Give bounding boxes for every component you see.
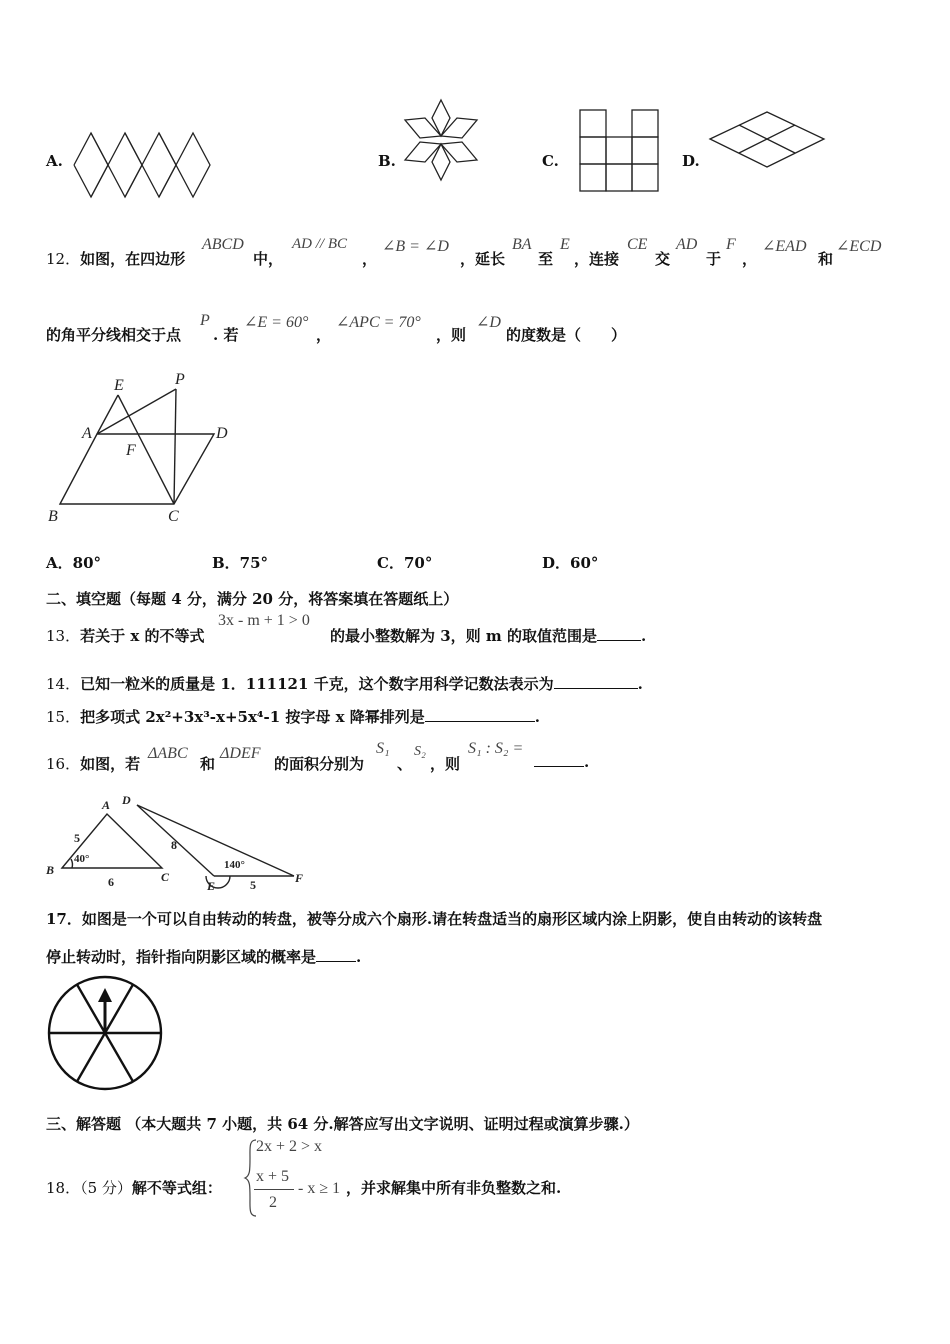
q12-text: 至: [538, 250, 554, 268]
q12-math-d: ∠D: [476, 314, 501, 331]
q12-fig-label-c: C: [168, 508, 179, 525]
q12-math-ba: BA: [512, 236, 532, 253]
q12-fig-label-f: F: [126, 442, 136, 459]
q13-line: 13．若关于 x 的不等式: [46, 627, 205, 645]
q12-fig-label-p: P: [175, 371, 185, 388]
spinner-pointer-arrow-icon: [98, 988, 112, 1002]
q16-line: 16．如图，若: [46, 755, 141, 773]
q12-text: 和: [818, 250, 834, 268]
option-c-figure: [578, 108, 660, 194]
q16-fig-side-bc: 6: [108, 875, 114, 889]
q18-eq1: 2x + 2 > x: [256, 1138, 323, 1155]
q12-math-f: F: [726, 236, 736, 253]
q17-line2: 停止转动时，指针指向阴影区域的概率是 .: [46, 948, 362, 966]
q16-fig-side-de: 8: [171, 838, 177, 852]
q12-figure: [44, 370, 244, 530]
q16-text: 、: [397, 755, 413, 773]
q12-text: ，连接: [574, 250, 620, 268]
q12-math-angles: ∠B = ∠D: [382, 238, 449, 255]
q12-text: ，延长: [460, 250, 506, 268]
q16-math-def: ΔDEF: [220, 745, 261, 762]
q16-blank-wrap: .: [534, 753, 589, 771]
option-a-label: A.: [46, 152, 63, 170]
q16-figure: [44, 792, 314, 892]
q17-line1: 17．如图是一个可以自由转动的转盘，被等分成六个扇形.请在转盘适当的扇形区域内涂上阴影，使自由转动的该转盘: [46, 910, 823, 928]
q12-fig-label-b: B: [48, 508, 58, 525]
q17-answer-blank[interactable]: [316, 961, 356, 962]
option-b-label: B.: [378, 152, 396, 170]
q12-math-e: E: [560, 236, 570, 253]
section-2-heading: 二、填空题（每题 4 分，满分 20 分，将答案填在答题纸上）: [46, 590, 459, 608]
q15-answer-blank[interactable]: [425, 721, 535, 722]
q18-frac-num: x + 5: [256, 1168, 290, 1185]
q12-line2-text: . 若: [213, 326, 239, 344]
q14-answer-blank[interactable]: [554, 688, 638, 689]
q12-line2-text: 的度数是（ ）: [506, 326, 627, 344]
q12-choice-d: D．60°: [542, 554, 599, 572]
q12-text: 交: [655, 250, 671, 268]
q13-math-inequality: 3x - m + 1 > 0: [218, 612, 310, 629]
q16-fig-label-a: A: [102, 798, 111, 812]
q12-math-p: P: [200, 312, 210, 329]
q16-fig-label-f: F: [295, 871, 304, 885]
q12-math-adbc: AD // BC: [292, 236, 347, 252]
q12-choice-a: A．80°: [46, 554, 102, 572]
section-3-heading: 三、解答题 （本大题共 7 小题，共 64 分.解答应写出文字说明、证明过程或演算步骤.）: [46, 1115, 639, 1133]
q12-line2-text: ，则: [436, 326, 467, 344]
q12-text: ，: [362, 250, 378, 268]
q18-frac-bar: [254, 1189, 294, 1190]
q15-line: 15．把多项式 2x²+3x³-x+5x⁴-1 按字母 x 降幂排列是 .: [46, 708, 540, 726]
q13-text: 的最小整数解为 3，则 m 的取值范围是 .: [330, 627, 647, 645]
q16-math-abc: ΔABC: [148, 745, 188, 762]
q16-fig-label-b: B: [46, 863, 55, 877]
option-a-figure: [74, 130, 214, 200]
q16-fig-angle-b: 40°: [74, 853, 90, 865]
q12-text: 于: [706, 250, 722, 268]
q12-line1: 12．如图，在四边形: [46, 250, 186, 268]
q16-fig-label-c: C: [161, 870, 170, 884]
q12-math-ecd: ∠ECD: [836, 238, 882, 255]
q14-line: 14．已知一粒米的质量是 1．111121 千克，这个数字用科学记数法表示为 .: [46, 675, 643, 693]
q12-fig-label-e: E: [114, 377, 124, 394]
q16-math-s2: S₂: [414, 744, 426, 759]
q16-fig-label-e: E: [207, 879, 216, 893]
option-c-label: C.: [542, 152, 559, 170]
q16-fig-side-ab: 5: [74, 831, 80, 845]
q16-answer-blank[interactable]: [534, 766, 584, 767]
q13-answer-blank[interactable]: [597, 640, 641, 641]
q12-fig-label-a: A: [82, 425, 92, 442]
q16-fig-side-ef: 5: [250, 878, 256, 892]
option-d-label: D.: [682, 152, 700, 170]
q16-fig-angle-e: 140°: [224, 859, 245, 871]
q17-spinner: [46, 974, 166, 1094]
q16-text: ，则: [430, 755, 461, 773]
q12-line2-text: 的角平分线相交于点: [46, 326, 182, 344]
q18-eq2-rest: - x ≥ 1: [298, 1180, 341, 1197]
q12-choice-c: C．70°: [377, 554, 433, 572]
q18-frac-den: 2: [269, 1194, 277, 1211]
q12-math-ead: ∠EAD: [762, 238, 807, 255]
q12-math-ce: CE: [627, 236, 648, 253]
q16-math-s1: S₁: [376, 740, 390, 757]
q16-text: 的面积分别为: [274, 755, 365, 773]
q12-choice-b: B．75°: [212, 554, 269, 572]
q12-math-ad: AD: [676, 236, 698, 253]
q16-fig-label-d: D: [122, 793, 131, 807]
q12-math-e60: ∠E = 60°: [244, 314, 309, 331]
q12-fig-label-d: D: [216, 425, 228, 442]
q18-text: ，并求解集中所有非负整数之和.: [346, 1179, 562, 1197]
q12-text: 中，: [253, 250, 284, 268]
q16-text: 和: [200, 755, 216, 773]
q18-line: 18．（5 分）解不等式组：: [46, 1179, 222, 1197]
q16-math-ratio: S₁ : S₂ =: [468, 740, 524, 757]
q12-line2-text: ，: [316, 326, 332, 344]
q12-math-apc: ∠APC = 70°: [336, 314, 421, 331]
option-b-figure: [402, 98, 480, 182]
q12-text: ，: [742, 250, 758, 268]
option-d-figure: [708, 110, 828, 170]
q12-math-abcd: ABCD: [202, 236, 244, 253]
